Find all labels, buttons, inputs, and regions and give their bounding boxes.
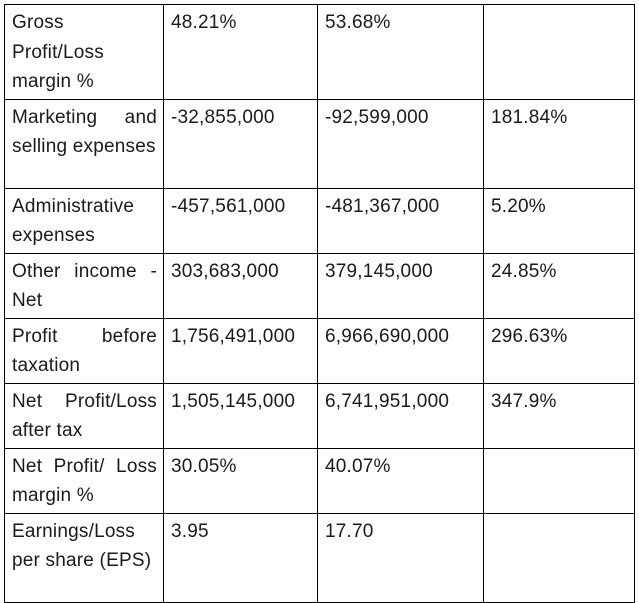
table-row	[5, 383, 635, 448]
cell-value-2: 40.07%	[318, 448, 484, 513]
row-label: Earnings/Loss per share (EPS)	[5, 513, 164, 602]
table-row	[5, 188, 635, 253]
cell-value-2: -92,599,000	[318, 99, 484, 188]
row-label: Administrative expenses	[5, 188, 164, 253]
cell-value-2: -481,367,000	[318, 188, 484, 253]
table-row	[5, 5, 635, 100]
table-row	[5, 318, 635, 383]
cell-value-3: 181.84%	[484, 99, 635, 188]
cell-value-1: 30.05%	[164, 448, 318, 513]
cell-value-1: 48.21%	[164, 5, 318, 100]
cell-value-3	[484, 513, 635, 602]
cell-value-1: -32,855,000	[164, 99, 318, 188]
cell-value-2: 379,145,000	[318, 253, 484, 318]
cell-value-3: 24.85%	[484, 253, 635, 318]
table-row	[5, 253, 635, 318]
cell-value-3: 347.9%	[484, 383, 635, 448]
row-label: Net Profit/Loss after tax	[5, 383, 164, 448]
cell-value-1: 1,505,145,000	[164, 383, 318, 448]
cell-value-1: 3.95	[164, 513, 318, 602]
cell-value-2: 6,741,951,000	[318, 383, 484, 448]
cell-value-1: 303,683,000	[164, 253, 318, 318]
row-label: Marketing and selling expenses	[5, 99, 164, 188]
row-label: Other income - Net	[5, 253, 164, 318]
cell-value-1: -457,561,000	[164, 188, 318, 253]
financial-table	[4, 4, 635, 603]
cell-value-2: 17.70	[318, 513, 484, 602]
cell-value-3	[484, 448, 635, 513]
cell-value-2: 53.68%	[318, 5, 484, 100]
row-label: Profit before taxation	[5, 318, 164, 383]
cell-value-3	[484, 5, 635, 100]
table-row	[5, 513, 635, 602]
cell-value-2: 6,966,690,000	[318, 318, 484, 383]
row-label: Net Profit/ Loss margin %	[5, 448, 164, 513]
cell-value-1: 1,756,491,000	[164, 318, 318, 383]
cell-value-3: 296.63%	[484, 318, 635, 383]
row-label: Gross Profit/Loss margin %	[5, 5, 164, 100]
cell-value-3: 5.20%	[484, 188, 635, 253]
table-row	[5, 99, 635, 188]
table-row	[5, 448, 635, 513]
